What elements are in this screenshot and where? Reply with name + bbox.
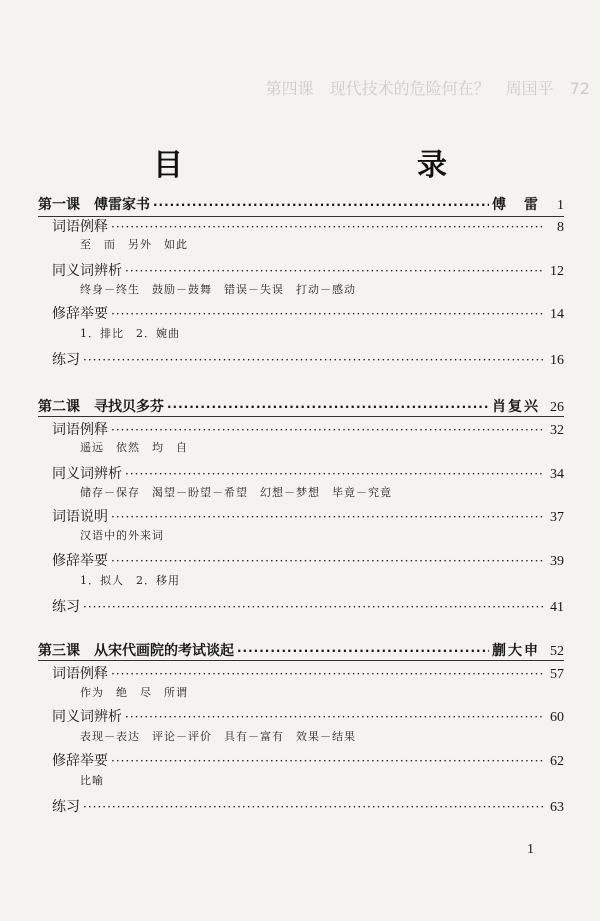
toc-lesson-3[interactable] (38, 640, 564, 660)
toc-lesson-1[interactable] (38, 194, 564, 214)
divider-rule (38, 416, 564, 417)
section-label: 同义词辨析 (52, 263, 122, 279)
section-words: 比喻 (80, 774, 104, 787)
section-label: 修辞举要 (52, 553, 108, 569)
dot-leader (237, 644, 489, 658)
dot-leader (153, 198, 489, 212)
toc-section[interactable] (38, 419, 564, 439)
page-number: 57 (550, 667, 564, 682)
page-number: 37 (550, 510, 564, 525)
page-number: 12 (550, 264, 564, 279)
lesson-author: 肖复兴 (492, 399, 540, 415)
page-number: 60 (550, 710, 564, 725)
section-label: 修辞举要 (52, 753, 108, 769)
dot-leader (83, 600, 543, 614)
page-footer-number: 1 (527, 842, 534, 857)
toc-lesson-2[interactable] (38, 396, 564, 416)
section-words: 表现－表达 评论－评价 具有－富有 效果－结果 (80, 730, 356, 743)
toc-section[interactable] (38, 796, 564, 816)
page-number: 63 (550, 800, 564, 815)
lesson-title: 第三课 从宋代画院的考试谈起 (38, 643, 234, 659)
page-number: 39 (550, 554, 564, 569)
dot-leader (83, 353, 543, 367)
dot-leader (111, 307, 543, 321)
bleed-through-header: 第四课 现代技术的危险何在？ 周国平 72 (265, 79, 590, 98)
section-label: 同义词辨析 (52, 709, 122, 725)
section-words: 储存－保存 渴望－盼望－希望 幻想－梦想 毕竟－究竟 (80, 486, 392, 499)
toc-section[interactable] (38, 463, 564, 483)
section-words: 1．排比 2．婉曲 (80, 327, 180, 340)
section-label: 修辞举要 (52, 306, 108, 322)
section-words: 遥远 依然 均 自 (80, 441, 188, 454)
dot-leader (125, 710, 543, 724)
section-words: 至 而 另外 如此 (80, 238, 188, 251)
page-number: 26 (550, 400, 564, 415)
toc-section[interactable] (38, 506, 564, 526)
section-label: 同义词辨析 (52, 466, 122, 482)
dot-leader (167, 400, 489, 414)
page-number: 41 (550, 600, 564, 615)
page-number: 14 (550, 307, 564, 322)
toc-section[interactable] (38, 706, 564, 726)
lesson-author: 蒯大申 (492, 643, 540, 659)
toc-section[interactable] (38, 663, 564, 683)
section-words: 汉语中的外来词 (80, 529, 164, 542)
toc-section[interactable] (38, 260, 564, 280)
section-label: 练习 (52, 799, 80, 815)
section-label: 练习 (52, 352, 80, 368)
section-words: 1．拟人 2．移用 (80, 574, 180, 587)
dot-leader (111, 220, 543, 234)
page-number: 62 (550, 754, 564, 769)
dot-leader (111, 510, 543, 524)
dot-leader (111, 423, 543, 437)
toc-section[interactable] (38, 349, 564, 369)
page-number: 34 (550, 467, 564, 482)
section-label: 词语例释 (52, 666, 108, 682)
page-number: 52 (550, 644, 564, 659)
dot-leader (125, 264, 543, 278)
toc-section[interactable] (38, 303, 564, 323)
dot-leader (111, 754, 543, 768)
page-number: 8 (557, 220, 564, 235)
toc-section[interactable] (38, 216, 564, 236)
dot-leader (83, 800, 543, 814)
section-label: 词语例释 (52, 219, 108, 235)
lesson-author: 傅 雷 (492, 197, 540, 213)
toc-section[interactable] (38, 750, 564, 770)
lesson-title: 第一课 傅雷家书 (38, 197, 150, 213)
toc-section[interactable] (38, 596, 564, 616)
section-label: 练习 (52, 599, 80, 615)
divider-rule (38, 660, 564, 661)
toc-section[interactable] (38, 550, 564, 570)
page-number: 1 (557, 198, 564, 213)
lesson-title: 第二课 寻找贝多芬 (38, 399, 164, 415)
dot-leader (125, 467, 543, 481)
page-title: 目 录 (153, 148, 505, 183)
section-words: 作为 绝 尽 所谓 (80, 686, 188, 699)
section-words: 终身－终生 鼓励－鼓舞 错误－失误 打动－感动 (80, 283, 356, 296)
page-number: 16 (550, 353, 564, 368)
dot-leader (111, 667, 543, 681)
section-label: 词语例释 (52, 422, 108, 438)
dot-leader (111, 554, 543, 568)
page-number: 32 (550, 423, 564, 438)
section-label: 词语说明 (52, 509, 108, 525)
